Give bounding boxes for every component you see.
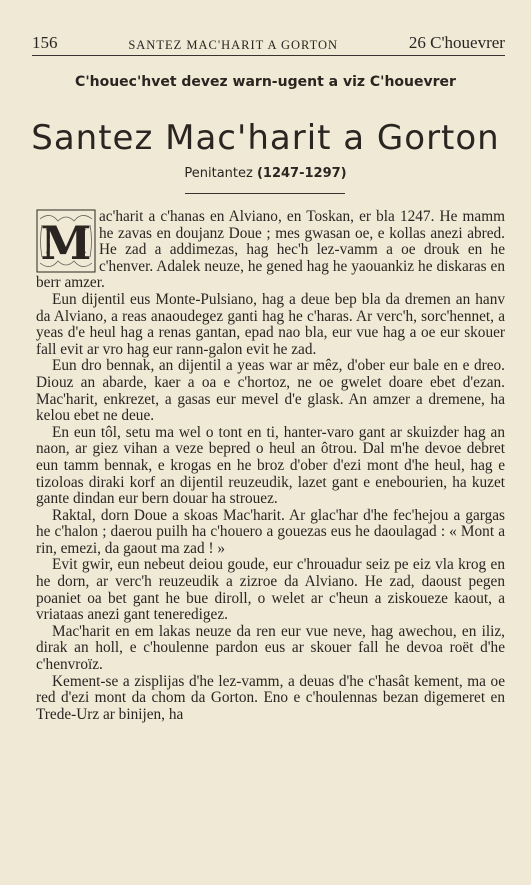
paragraph: ac'harit a c'hanas en Alviano, en Toskan, er bla 1247. He mamm he zavas en doujanz Doue ; mes gwasan oe, e kollas anezi abred. He zad a addimezas, hag hec'h lez-vamm a oe drouk en he c'henver. Adalek neuze, he gened hag he yaouankiz he diskaras en berr amzer.	[36, 208, 505, 292]
title-rule	[185, 193, 345, 194]
saint-subtitle	[0, 166, 531, 181]
running-head	[32, 31, 505, 53]
paragraph: Eun dro bennak, an dijentil a yeas war ar mêz, d'ober eur bale en e dreo. Diouz an abarde, kaer a oa e c'hortoz, ne oe gwelet doare ebet d'ezan. Mac'harit, enkrezet, a gasas eur mevel d'e glask. An amzer a dremene, ha kelou ebet ne deue.	[36, 357, 505, 425]
dropcap-m-icon	[36, 209, 96, 273]
paragraph: Kement-se a zisplijas d'he lez-vamm, a deuas d'he c'hasât kement, ma oe red d'ezi mont da chom da Gorton. Eno e c'houlennas bezan digemeret en Trede-Urz ar binijen, ha	[36, 672, 505, 723]
day-headline: C'houec'hvet devez warn-ugent a viz C'houevrer	[75, 74, 456, 90]
header-rule	[32, 55, 505, 56]
running-head-title: SANTEZ MAC'HARIT A GORTON	[128, 38, 339, 52]
page-number: 156	[32, 33, 58, 52]
ornamental-dropcap	[36, 209, 99, 273]
paragraph: Evit gwir, eun nebeut deiou goude, eur c'hrouadur seiz pe eiz vla krog en he dorn, ar verc'h reuzeudik a zizroe da Alviano. He zad, daoust pegen poaniet oa bet gant he bue diroll, o welet ar c'heun a ziskoueze kaout, a vriataas anezi gant teneredigez.	[36, 556, 505, 624]
saint-title: Santez Mac'harit a Gorton	[31, 118, 500, 158]
subtitle-years: (1247-1297)	[256, 166, 347, 181]
paragraph: En eun tôl, setu ma wel o tont en ti, hanter-varo gant ar skuizder hag an naon, ar giez vihan a veze bepred o heul an ôtrou. Dal m'he devoe debret eun tamm bennak, e krogas en he broz d'ober d'ezi mont d'he heul, hag e tizoloas diraki korf an dijentil reuzeudik, lazet gant e enebourien, ha kuzet gante dindan eur bern douar ha strouez.	[36, 423, 505, 508]
paragraph: Eun dijentil eus Monte-Pulsiano, hag a deue bep bla da dremen an hanv da Alviano, a reas anaoudegez ganti hag he c'haras. Ar verc'h, sorc'hennet, a yeas d'e heul hag a renas gantan, epad nao bla, eur vue hag a oe eur skouer fall evit ar vro hag eur rann-galon evit he zad.	[36, 290, 505, 358]
paragraph: Raktal, dorn Doue a skoas Mac'harit. Ar glac'har d'he fec'hejou a gargas he c'halon ; daerou puilh ha c'houero a gouezas eus he daoulagad : « Mont a rin, emezi, da gaout ma zad ! »	[36, 506, 505, 557]
paragraph: Mac'harit en em lakas neuze da ren eur vue neve, hag awechou, en iliz, dirak an holl, e c'houlenne pardon eus ar skouer fall he devoa roët d'he c'henvroïz.	[36, 622, 505, 674]
running-head-date: 26 C'houevrer	[408, 33, 505, 52]
subtitle-label: Penitantez	[184, 166, 253, 181]
svg-text:M: M	[40, 216, 92, 270]
article-body	[36, 209, 505, 723]
